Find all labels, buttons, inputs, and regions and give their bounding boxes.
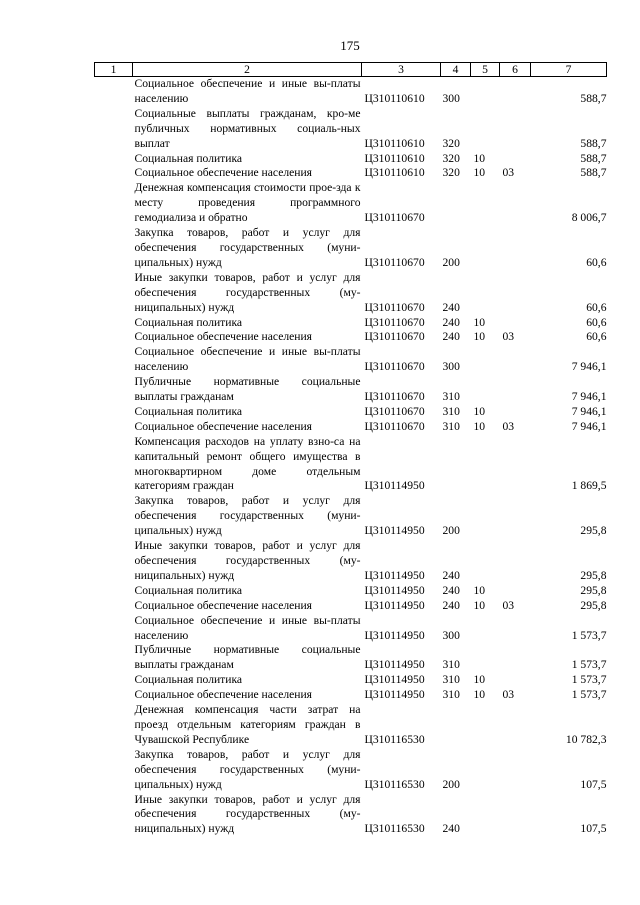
cell-name: Компенсация расходов на уплату взно-са на капитальный ремонт общего имущества в многоквартирном доме отдельным категориям граждан — [134, 434, 361, 493]
cell-code: Ц310116530 — [364, 777, 425, 791]
cell-sum: 1 573,7 — [571, 688, 607, 702]
table-row — [95, 703, 607, 748]
cell-name: Иные закупки товаров, работ и услуг для обеспечения государственных (му-ниципальных) нужд — [134, 539, 361, 582]
cell-name: Публичные нормативные социальные выплаты гражданам — [134, 643, 361, 672]
cell-c4 — [441, 181, 471, 226]
cell-code: Ц310110670 — [364, 360, 425, 374]
cell-c6: 03 — [502, 419, 515, 433]
cell-sum: 60,6 — [586, 300, 607, 314]
cell-c6 — [500, 77, 531, 107]
cell-code: Ц310110610 — [364, 166, 425, 180]
cell-sum: 7 946,1 — [571, 419, 607, 433]
cell-code: Ц310110610 — [364, 91, 425, 105]
table-row — [95, 345, 607, 375]
cell-c6 — [500, 152, 531, 167]
cell-name: Социальное обеспечение населения — [134, 688, 313, 702]
cell-empty — [95, 435, 133, 495]
cell-sum: 588,7 — [580, 166, 607, 180]
cell-name: Социальная политика — [134, 404, 243, 418]
table-row — [95, 688, 607, 703]
cell-sum: 107,5 — [580, 777, 607, 791]
table-row — [95, 166, 607, 181]
cell-empty — [95, 107, 133, 152]
cell-c6 — [500, 584, 531, 599]
cell-code: Ц310114950 — [364, 583, 425, 597]
cell-empty — [95, 226, 133, 271]
table-row — [95, 748, 607, 793]
table-row — [95, 494, 607, 539]
table-row — [95, 316, 607, 331]
cell-code: Ц310110670 — [364, 211, 425, 225]
cell-code: Ц310110670 — [364, 390, 425, 404]
cell-c4: 240 — [442, 822, 460, 836]
cell-c6 — [500, 703, 531, 748]
cell-c6: 03 — [502, 166, 515, 180]
cell-c5: 10 — [473, 688, 486, 702]
cell-sum: 7 946,1 — [571, 390, 607, 404]
table-row — [95, 375, 607, 405]
cell-sum: 10 782,3 — [565, 732, 607, 746]
cell-sum: 1 869,5 — [571, 479, 607, 493]
cell-code: Ц310114950 — [364, 688, 425, 702]
cell-c5: 10 — [473, 419, 486, 433]
cell-c5 — [471, 181, 500, 226]
cell-c5 — [471, 793, 500, 838]
cell-name: Социальные выплаты гражданам, кро-ме публичных нормативных социаль-ных выплат — [134, 106, 361, 150]
cell-sum: 1 573,7 — [571, 673, 607, 687]
cell-name: Денежная компенсация части затрат на проезд отдельным категориям граждан в Чувашской Республике — [134, 703, 361, 746]
cell-c4: 240 — [442, 568, 460, 582]
table-row — [95, 330, 607, 345]
cell-empty — [95, 316, 133, 331]
cell-sum: 1 573,7 — [571, 628, 607, 642]
table-row — [95, 405, 607, 420]
cell-c4: 300 — [442, 628, 460, 642]
cell-c4: 320 — [442, 166, 460, 180]
cell-code: Ц310110670 — [364, 300, 425, 314]
cell-c6 — [500, 107, 531, 152]
cell-sum: 60,6 — [586, 330, 607, 344]
cell-name: Денежная компенсация стоимости прое-зда к месту проведения программного гемодиализа и обратно — [134, 181, 361, 225]
cell-c6 — [500, 435, 531, 495]
cell-empty — [95, 494, 133, 539]
cell-c4: 310 — [442, 688, 460, 702]
cell-c6 — [500, 614, 531, 644]
cell-c5: 10 — [473, 315, 486, 329]
cell-sum: 295,8 — [580, 568, 607, 582]
cell-empty — [95, 748, 133, 793]
header-col-1: 1 — [95, 63, 133, 77]
cell-code: Ц310114950 — [364, 658, 425, 672]
cell-c4: 240 — [442, 330, 460, 344]
table-body — [95, 77, 607, 838]
cell-c5 — [471, 345, 500, 375]
cell-sum: 7 946,1 — [571, 404, 607, 418]
cell-c6 — [500, 181, 531, 226]
cell-sum: 295,8 — [580, 524, 607, 538]
cell-c6 — [500, 345, 531, 375]
cell-c6 — [500, 226, 531, 271]
cell-name: Иные закупки товаров, работ и услуг для обеспечения государственных (му-ниципальных) нужд — [134, 270, 361, 314]
cell-c4: 320 — [442, 136, 460, 150]
table-row — [95, 226, 607, 271]
cell-empty — [95, 405, 133, 420]
header-row — [95, 63, 607, 77]
cell-name: Социальная политика — [134, 151, 243, 165]
cell-code: Ц310110670 — [364, 315, 425, 329]
cell-c4: 240 — [442, 598, 460, 612]
cell-empty — [95, 152, 133, 167]
cell-c4: 240 — [442, 315, 460, 329]
table-row — [95, 181, 607, 226]
cell-c6 — [500, 405, 531, 420]
cell-sum: 588,7 — [580, 151, 607, 165]
cell-c4: 300 — [442, 91, 460, 105]
cell-c4 — [441, 703, 471, 748]
cell-sum: 60,6 — [586, 315, 607, 329]
cell-code: Ц310114950 — [364, 524, 425, 538]
cell-sum: 7 946,1 — [571, 360, 607, 374]
cell-name: Иные закупки товаров, работ и услуг для обеспечения государственных (му-ниципальных) нужд — [134, 792, 361, 836]
cell-empty — [95, 703, 133, 748]
cell-c5: 10 — [473, 598, 486, 612]
header-col-3: 3 — [362, 63, 441, 77]
cell-name: Закупка товаров, работ и услуг для обеспечения государственных (муни-ципальных) нужд — [134, 494, 361, 538]
cell-c5 — [471, 107, 500, 152]
cell-name: Социальная политика — [134, 673, 243, 687]
cell-c5: 10 — [473, 166, 486, 180]
cell-empty — [95, 584, 133, 599]
cell-empty — [95, 181, 133, 226]
cell-name: Социальная политика — [134, 583, 243, 597]
cell-empty — [95, 688, 133, 703]
cell-code: Ц310116530 — [364, 822, 425, 836]
table-row — [95, 793, 607, 838]
cell-name: Социальное обеспечение и иные вы-платы населению — [134, 77, 361, 105]
cell-code: Ц310114950 — [364, 479, 425, 493]
cell-c6: 03 — [502, 330, 515, 344]
cell-c4: 200 — [442, 524, 460, 538]
cell-c5 — [471, 77, 500, 107]
cell-empty — [95, 643, 133, 673]
cell-c4: 240 — [442, 583, 460, 597]
header-col-4: 4 — [441, 63, 471, 77]
cell-empty — [95, 375, 133, 405]
cell-c4: 320 — [442, 151, 460, 165]
table-row — [95, 539, 607, 584]
cell-empty — [95, 420, 133, 435]
table-row — [95, 643, 607, 673]
cell-c5: 10 — [473, 673, 486, 687]
cell-c6 — [500, 316, 531, 331]
cell-c4: 310 — [442, 419, 460, 433]
cell-name: Социальная политика — [134, 315, 243, 329]
table-row — [95, 584, 607, 599]
cell-c4: 310 — [442, 390, 460, 404]
cell-c5: 10 — [473, 151, 486, 165]
cell-c5 — [471, 748, 500, 793]
cell-empty — [95, 793, 133, 838]
header-col-5: 5 — [471, 63, 500, 77]
table-row — [95, 271, 607, 316]
cell-empty — [95, 599, 133, 614]
cell-code: Ц310114950 — [364, 598, 425, 612]
cell-sum: 1 573,7 — [571, 658, 607, 672]
table-row — [95, 673, 607, 688]
cell-c6 — [500, 539, 531, 584]
cell-code: Ц310110670 — [364, 255, 425, 269]
cell-empty — [95, 673, 133, 688]
header-col-6: 6 — [500, 63, 531, 77]
cell-c6: 03 — [502, 598, 515, 612]
cell-c6 — [500, 793, 531, 838]
table-row — [95, 420, 607, 435]
cell-code: Ц310116530 — [364, 732, 425, 746]
cell-code: Ц310110670 — [364, 404, 425, 418]
cell-empty — [95, 330, 133, 345]
cell-sum: 60,6 — [586, 255, 607, 269]
cell-name: Социальное обеспечение и иные вы-платы населению — [134, 345, 361, 374]
cell-c5 — [471, 226, 500, 271]
cell-c5: 10 — [473, 330, 486, 344]
cell-c4: 310 — [442, 658, 460, 672]
cell-c6 — [500, 643, 531, 673]
table-row — [95, 599, 607, 614]
cell-c6 — [500, 375, 531, 405]
cell-c5 — [471, 271, 500, 316]
cell-c5 — [471, 375, 500, 405]
cell-empty — [95, 77, 133, 107]
cell-code: Ц310110610 — [364, 151, 425, 165]
table-row — [95, 152, 607, 167]
budget-table — [94, 62, 607, 837]
cell-c6 — [500, 271, 531, 316]
cell-c4: 240 — [442, 300, 460, 314]
cell-c4: 310 — [442, 673, 460, 687]
cell-sum: 295,8 — [580, 598, 607, 612]
cell-name: Социальное обеспечение населения — [134, 166, 313, 180]
page-number: 175 — [340, 38, 360, 53]
cell-c5 — [471, 614, 500, 644]
cell-name: Социальное обеспечение и иные вы-платы населению — [134, 613, 361, 642]
cell-code: Ц310110610 — [364, 136, 425, 150]
cell-c6 — [500, 673, 531, 688]
cell-name: Социальное обеспечение населения — [134, 330, 313, 344]
cell-c4: 200 — [442, 777, 460, 791]
cell-c6 — [500, 748, 531, 793]
cell-c4: 200 — [442, 255, 460, 269]
cell-c5 — [471, 494, 500, 539]
cell-c5: 10 — [473, 583, 486, 597]
cell-name: Социальное обеспечение населения — [134, 598, 313, 612]
cell-c5 — [471, 703, 500, 748]
cell-c5: 10 — [473, 404, 486, 418]
table-row — [95, 107, 607, 152]
cell-name: Закупка товаров, работ и услуг для обеспечения государственных (муни-ципальных) нужд — [134, 747, 361, 791]
cell-sum: 107,5 — [580, 822, 607, 836]
cell-empty — [95, 345, 133, 375]
cell-c5 — [471, 539, 500, 584]
cell-code: Ц310114950 — [364, 568, 425, 582]
cell-c4 — [441, 435, 471, 495]
cell-c5 — [471, 643, 500, 673]
cell-sum: 8 006,7 — [571, 211, 607, 225]
cell-code: Ц310110670 — [364, 330, 425, 344]
header-col-2: 2 — [133, 63, 362, 77]
cell-empty — [95, 614, 133, 644]
cell-name: Публичные нормативные социальные выплаты гражданам — [134, 375, 361, 404]
cell-sum: 295,8 — [580, 583, 607, 597]
cell-c4: 310 — [442, 404, 460, 418]
cell-sum: 588,7 — [580, 91, 607, 105]
header-col-7: 7 — [531, 63, 607, 77]
cell-empty — [95, 539, 133, 584]
table-row — [95, 614, 607, 644]
cell-code: Ц310110670 — [364, 419, 425, 433]
cell-empty — [95, 271, 133, 316]
cell-name: Социальное обеспечение населения — [134, 419, 313, 433]
cell-name: Закупка товаров, работ и услуг для обеспечения государственных (муни-ципальных) нужд — [134, 226, 361, 269]
cell-code: Ц310114950 — [364, 628, 425, 642]
table-row — [95, 435, 607, 495]
cell-code: Ц310114950 — [364, 673, 425, 687]
cell-c6 — [500, 494, 531, 539]
cell-c5 — [471, 435, 500, 495]
cell-c4: 300 — [442, 360, 460, 374]
cell-empty — [95, 166, 133, 181]
cell-c6: 03 — [502, 688, 515, 702]
cell-sum: 588,7 — [580, 136, 607, 150]
table-row — [95, 77, 607, 107]
